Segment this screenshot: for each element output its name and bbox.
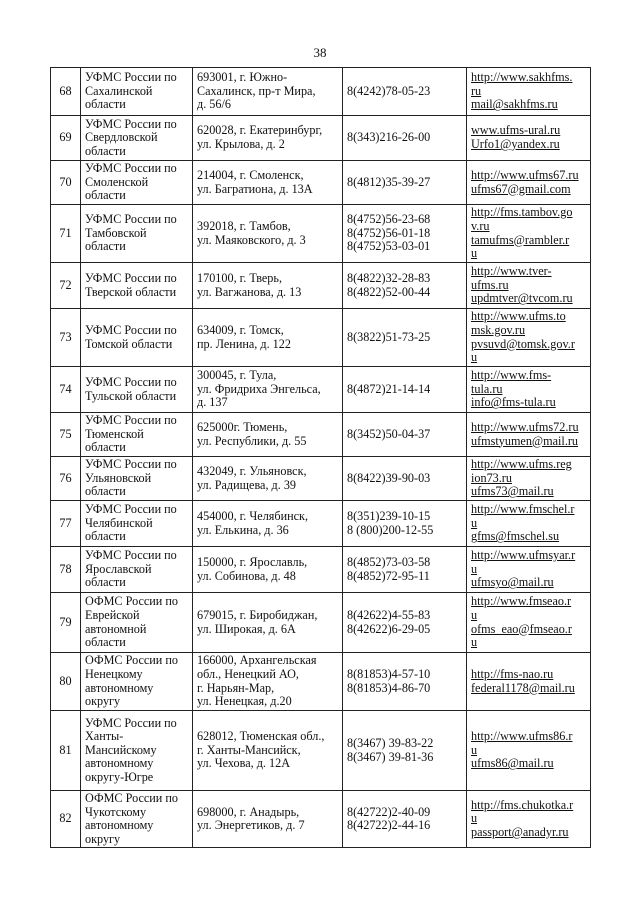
office-phones-line: 8(8422)39-90-03 — [347, 470, 431, 485]
office-address-line: ул. Ненецкая, д.20 — [197, 694, 292, 709]
row-number-line: 82 — [59, 811, 72, 826]
office-name — [81, 653, 193, 711]
office-name — [81, 205, 193, 263]
office-address-line: ул. Чехова, д. 12А — [197, 756, 291, 771]
row-number-line: 76 — [59, 470, 72, 485]
row-number — [51, 653, 81, 711]
office-address-line: 392018, г. Тамбов, — [197, 218, 291, 233]
row-number — [51, 501, 81, 547]
office-phones — [343, 593, 467, 653]
office-web-email[interactable] — [467, 161, 591, 205]
office-phones-line: 8(3822)51-73-25 — [347, 329, 431, 344]
table-row — [51, 263, 591, 309]
office-web-email-line[interactable]: updmtver@tvcom.ru — [471, 291, 573, 306]
office-web-email-line[interactable]: u — [471, 635, 478, 650]
office-phones-line: 8(351)239-10-15 — [347, 508, 431, 523]
office-name-line: автономной — [85, 621, 147, 636]
office-address — [193, 791, 343, 848]
office-name-line: Ульяновской — [85, 470, 152, 485]
office-address-line: ул. Радищева, д. 39 — [197, 477, 297, 492]
office-name — [81, 547, 193, 593]
office-name-line: УФМС России по — [85, 413, 177, 428]
office-phones-line: 8(4812)35-39-27 — [347, 174, 431, 189]
office-web-email[interactable] — [467, 593, 591, 653]
row-number — [51, 161, 81, 205]
office-address-line: пр. Ленина, д. 122 — [197, 336, 291, 351]
office-phones-line: 8(4242)78-05-23 — [347, 83, 431, 98]
office-web-email-line[interactable]: ion73.ru — [471, 470, 512, 485]
office-address-line: 620028, г. Екатеринбург, — [197, 123, 323, 138]
office-phones-line: 8(81853)4-86-70 — [347, 680, 431, 695]
office-name-line: УФМС России по — [85, 548, 177, 563]
office-name-line: области — [85, 143, 126, 158]
office-address-line: д. 137 — [197, 395, 228, 410]
office-phones-line: 8(3452)50-04-37 — [347, 426, 431, 441]
table-row — [51, 653, 591, 711]
office-web-email-line[interactable]: http://www.fmseao.r — [471, 594, 572, 609]
table-body — [51, 68, 591, 848]
office-address-line: 300045, г. Тула, — [197, 368, 277, 383]
office-name — [81, 501, 193, 547]
office-web-email[interactable] — [467, 367, 591, 413]
office-name-line: автономному — [85, 818, 154, 833]
office-phones — [343, 413, 467, 457]
office-phones-line: 8(4752)53-03-01 — [347, 239, 431, 254]
office-name-line: УФМС России по — [85, 322, 177, 337]
office-phones-line: 8(42622)6-29-05 — [347, 621, 431, 636]
office-phones — [343, 116, 467, 161]
office-web-email[interactable] — [467, 653, 591, 711]
office-web-email-line[interactable]: www.ufms-ural.ru — [471, 123, 561, 138]
table-row — [51, 593, 591, 653]
row-number-line: 69 — [59, 130, 72, 145]
office-name-line: области — [85, 239, 126, 254]
office-web-email-line[interactable]: mail@sakhfms.ru — [471, 97, 558, 112]
row-number — [51, 791, 81, 848]
row-number-line: 75 — [59, 426, 72, 441]
office-web-email-line[interactable]: v.ru — [471, 218, 490, 233]
office-web-email-line[interactable]: tula.ru — [471, 381, 503, 396]
office-web-email[interactable] — [467, 547, 591, 593]
office-name-line: Ханты- — [85, 729, 124, 744]
office-phones — [343, 501, 467, 547]
office-address-line: ул. Елькина, д. 36 — [197, 522, 289, 537]
office-phones — [343, 309, 467, 367]
office-web-email-line[interactable]: http://fms.chukotka.r — [471, 797, 574, 812]
office-address-line: 679015, г. Биробиджан, — [197, 607, 318, 622]
office-web-email-line[interactable]: http://www.sakhfms. — [471, 70, 573, 85]
page-number: 38 — [313, 45, 327, 60]
office-phones — [343, 547, 467, 593]
office-name-line: Тверской области — [85, 284, 177, 299]
office-phones-line: 8(4752)56-23-68 — [347, 212, 431, 227]
office-name — [81, 413, 193, 457]
office-address — [193, 547, 343, 593]
office-web-email-line[interactable]: u — [471, 742, 478, 757]
table-row — [51, 161, 591, 205]
office-phones — [343, 367, 467, 413]
office-phones — [343, 711, 467, 791]
office-web-email[interactable] — [467, 263, 591, 309]
office-name-line: области — [85, 529, 126, 544]
office-address-line: 628012, Тюменская обл., — [197, 729, 325, 744]
row-number — [51, 711, 81, 791]
row-number-line: 78 — [59, 561, 72, 576]
office-address — [193, 263, 343, 309]
row-number — [51, 457, 81, 501]
row-number-line: 71 — [59, 225, 72, 240]
office-name-line: области — [85, 440, 126, 455]
office-name-line: УФМС России по — [85, 270, 177, 285]
office-address — [193, 413, 343, 457]
office-name-line: Тамбовской — [85, 225, 147, 240]
office-name — [81, 367, 193, 413]
office-web-email[interactable] — [467, 413, 591, 457]
office-address-line: ул. Багратиона, д. 13А — [197, 181, 313, 196]
office-name — [81, 457, 193, 501]
office-name-line: ОФМС России по — [85, 791, 178, 805]
office-address-line: ул. Фридриха Энгельса, — [197, 381, 321, 396]
office-name-line: области — [85, 484, 126, 499]
row-number — [51, 547, 81, 593]
table-row — [51, 711, 591, 791]
table-row — [51, 367, 591, 413]
office-name — [81, 593, 193, 653]
office-address — [193, 711, 343, 791]
office-name-line: УФМС России по — [85, 374, 177, 389]
fms-offices-table — [50, 67, 591, 848]
office-name-line: Мансийскому — [85, 742, 157, 757]
office-phones-line: 8(42622)4-55-83 — [347, 607, 431, 622]
office-address-line: д. 56/6 — [197, 97, 231, 112]
office-phones — [343, 263, 467, 309]
office-name-line: УФМС России по — [85, 161, 177, 176]
office-name-line: УФМС России по — [85, 502, 177, 517]
office-name-line: области — [85, 575, 126, 590]
office-name-line: Свердловской — [85, 130, 158, 145]
office-address-line: 214004, г. Смоленск, — [197, 167, 304, 182]
office-address-line: 170100, г. Тверь, — [197, 270, 283, 285]
office-address — [193, 367, 343, 413]
row-number — [51, 205, 81, 263]
office-name — [81, 116, 193, 161]
office-name — [81, 68, 193, 116]
office-web-email-line[interactable]: u — [471, 607, 478, 622]
row-number — [51, 116, 81, 161]
office-web-email-line[interactable]: ru — [471, 83, 482, 98]
office-address-line: ул. Крылова, д. 2 — [197, 137, 285, 151]
office-address-line: ул. Собинова, д. 48 — [197, 568, 296, 583]
office-name-line: УФМС России по — [85, 116, 177, 131]
office-name-line: области — [85, 635, 126, 650]
office-web-email-line[interactable]: info@fms-tula.ru — [471, 395, 556, 410]
office-name-line: Челябинской — [85, 515, 153, 530]
office-web-email-line[interactable]: ofms_eao@fmseao.r — [471, 621, 572, 636]
office-name-line: Смоленской — [85, 174, 149, 189]
row-number-line: 81 — [59, 742, 72, 757]
office-phones-line: 8(3467) 39-83-22 — [347, 735, 434, 750]
office-phones-line: 8 (800)200-12-55 — [347, 522, 434, 537]
office-address — [193, 593, 343, 653]
office-web-email[interactable] — [467, 68, 591, 116]
office-address-line: 454000, г. Челябинск, — [197, 508, 309, 523]
office-name-line: ОФМС России по — [85, 594, 178, 609]
office-web-email-line[interactable]: ufmstyumen@mail.ru — [471, 433, 579, 448]
office-web-email-line[interactable]: http://www.tver- — [471, 264, 552, 279]
office-address-line: ул. Вагжанова, д. 13 — [197, 284, 302, 299]
office-web-email-line[interactable]: u — [471, 515, 478, 530]
office-name-line: Тульской области — [85, 388, 177, 403]
office-web-email-line[interactable]: Urfo1@yandex.ru — [471, 137, 560, 151]
row-number — [51, 263, 81, 309]
office-name-line: округу-Югре — [85, 769, 154, 784]
row-number-line: 68 — [59, 83, 72, 98]
office-phones-line: 8(4852)73-03-58 — [347, 554, 431, 569]
row-number-line: 77 — [59, 515, 72, 530]
row-number-line: 74 — [59, 381, 72, 396]
office-web-email-line[interactable]: gfms@fmschel.su — [471, 529, 560, 544]
table-row — [51, 116, 591, 161]
office-address-line: обл., Ненецкий АО, — [197, 666, 299, 681]
office-phones-line: 8(4822)52-00-44 — [347, 284, 431, 299]
office-web-email[interactable] — [467, 711, 591, 791]
office-phones — [343, 205, 467, 263]
office-web-email-line[interactable]: http://www.ufms72.ru — [471, 419, 579, 434]
table-row — [51, 309, 591, 367]
office-web-email-line[interactable]: http://www.ufms.to — [471, 309, 566, 324]
office-web-email-line[interactable]: ufmsyo@mail.ru — [471, 575, 554, 590]
office-name-line: УФМС России по — [85, 715, 177, 730]
office-web-email-line[interactable]: http://fms.tambov.go — [471, 205, 573, 220]
office-web-email-line[interactable]: u — [471, 811, 478, 826]
office-web-email-line[interactable]: http://www.ufms.reg — [471, 457, 572, 472]
office-name-line: Сахалинской — [85, 83, 153, 98]
office-address — [193, 68, 343, 116]
office-name-line: автономному — [85, 680, 154, 695]
office-address-line: 625000г. Тюмень, — [197, 419, 288, 434]
office-phones-line: 8(4852)72-95-11 — [347, 568, 430, 583]
office-web-email-line[interactable]: http://fms-nao.ru — [471, 666, 554, 681]
office-address-line: 693001, г. Южно- — [197, 70, 288, 85]
office-web-email[interactable] — [467, 205, 591, 263]
office-web-email-line[interactable]: http://www.fms- — [471, 368, 552, 383]
office-name-line: УФМС России по — [85, 457, 177, 472]
office-web-email-line[interactable]: ufms86@mail.ru — [471, 756, 554, 771]
office-web-email[interactable] — [467, 116, 591, 161]
office-address — [193, 309, 343, 367]
office-name-line: Ненецкому — [85, 666, 143, 681]
table-row — [51, 413, 591, 457]
office-phones-line: 8(42722)2-40-09 — [347, 804, 431, 819]
office-web-email-line[interactable]: http://www.ufms86.r — [471, 729, 573, 744]
office-address-line: ул. Широкая, д. 6А — [197, 621, 296, 636]
office-web-email-line[interactable]: pvsuvd@tomsk.gov.r — [471, 336, 575, 351]
row-number — [51, 413, 81, 457]
office-name-line: Ярославской — [85, 561, 152, 576]
office-web-email[interactable] — [467, 457, 591, 501]
office-name-line: УФМС России по — [85, 212, 177, 227]
office-web-email-line[interactable]: ufms67@gmail.com — [471, 181, 571, 196]
office-name-line: области — [85, 97, 126, 112]
office-phones — [343, 791, 467, 848]
row-number — [51, 68, 81, 116]
office-web-email-line[interactable]: u — [471, 246, 478, 261]
office-web-email-line[interactable]: u — [471, 561, 478, 576]
office-web-email-line[interactable]: u — [471, 350, 478, 365]
office-web-email-line[interactable]: ufms73@mail.ru — [471, 484, 554, 499]
row-number — [51, 367, 81, 413]
row-number-line: 79 — [59, 614, 72, 629]
office-address-line: 150000, г. Ярославль, — [197, 554, 308, 569]
office-web-email-line[interactable]: federal1178@mail.ru — [471, 680, 575, 695]
office-name-line: Еврейской — [85, 607, 140, 622]
office-web-email-line[interactable]: msk.gov.ru — [471, 322, 526, 337]
office-phones-line: 8(81853)4-57-10 — [347, 666, 431, 681]
office-address-line: 166000, Архангельская — [197, 653, 317, 668]
office-name-line: Томской области — [85, 336, 173, 351]
office-name-line: области — [85, 188, 126, 203]
office-address — [193, 205, 343, 263]
office-address — [193, 116, 343, 161]
office-web-email[interactable] — [467, 501, 591, 547]
office-phones — [343, 68, 467, 116]
office-address-line: 634009, г. Томск, — [197, 322, 284, 337]
table-row — [51, 547, 591, 593]
office-address-line: ул. Маяковского, д. 3 — [197, 232, 306, 247]
table-row — [51, 457, 591, 501]
office-web-email-line[interactable]: http://www.ufmsyar.r — [471, 548, 576, 563]
office-phones-line: 8(4872)21-14-14 — [347, 381, 431, 396]
office-address — [193, 501, 343, 547]
office-name-line: Тюменской — [85, 426, 144, 441]
office-address — [193, 161, 343, 205]
row-number — [51, 593, 81, 653]
row-number — [51, 309, 81, 367]
office-name-line: ОФМС России по — [85, 653, 178, 668]
office-web-email-line[interactable]: tamufms@rambler.r — [471, 232, 570, 247]
office-web-email-line[interactable]: http://www.ufms67.ru — [471, 167, 579, 182]
office-address-line: ул. Энергетиков, д. 7 — [197, 818, 305, 833]
office-address-line: Сахалинск, пр-т Мира, — [197, 83, 316, 98]
office-address — [193, 653, 343, 711]
office-phones-line: 8(3467) 39-81-36 — [347, 749, 434, 764]
office-phones-line: 8(343)216-26-00 — [347, 130, 431, 145]
row-number-line: 80 — [59, 673, 72, 688]
office-name-line: округу — [85, 831, 121, 846]
office-phones-line: 8(4752)56-01-18 — [347, 225, 431, 240]
office-web-email-line[interactable]: ufms.ru — [471, 277, 509, 292]
office-name — [81, 791, 193, 848]
office-name — [81, 161, 193, 205]
office-name-line: Чукотскому — [85, 804, 147, 819]
office-name — [81, 309, 193, 367]
office-web-email[interactable] — [467, 309, 591, 367]
row-number-line: 73 — [59, 329, 72, 344]
office-phones-line: 8(4822)32-28-83 — [347, 270, 431, 285]
table-row — [51, 205, 591, 263]
office-web-email[interactable] — [467, 791, 591, 848]
office-name-line: округу — [85, 694, 121, 709]
office-phones-line: 8(42722)2-44-16 — [347, 818, 431, 833]
table-row — [51, 501, 591, 547]
office-phones — [343, 457, 467, 501]
office-name — [81, 263, 193, 309]
office-name-line: автономному — [85, 756, 154, 771]
office-phones — [343, 653, 467, 711]
office-name — [81, 711, 193, 791]
office-address-line: г. Ханты-Мансийск, — [197, 742, 301, 757]
office-address-line: ул. Республики, д. 55 — [197, 433, 307, 448]
office-name-line: УФМС России по — [85, 70, 177, 85]
row-number-line: 70 — [59, 174, 72, 189]
office-address — [193, 457, 343, 501]
row-number-line: 72 — [59, 277, 72, 292]
office-phones — [343, 161, 467, 205]
office-address-line: 698000, г. Анадырь, — [197, 804, 300, 819]
office-address-line: 432049, г. Ульяновск, — [197, 463, 307, 478]
table-row — [51, 791, 591, 848]
office-address-line: г. Нарьян-Мар, — [197, 680, 275, 695]
office-web-email-line[interactable]: http://www.fmschel.r — [471, 502, 575, 517]
table-row — [51, 68, 591, 116]
office-web-email-line[interactable]: passport@anadyr.ru — [471, 824, 569, 839]
